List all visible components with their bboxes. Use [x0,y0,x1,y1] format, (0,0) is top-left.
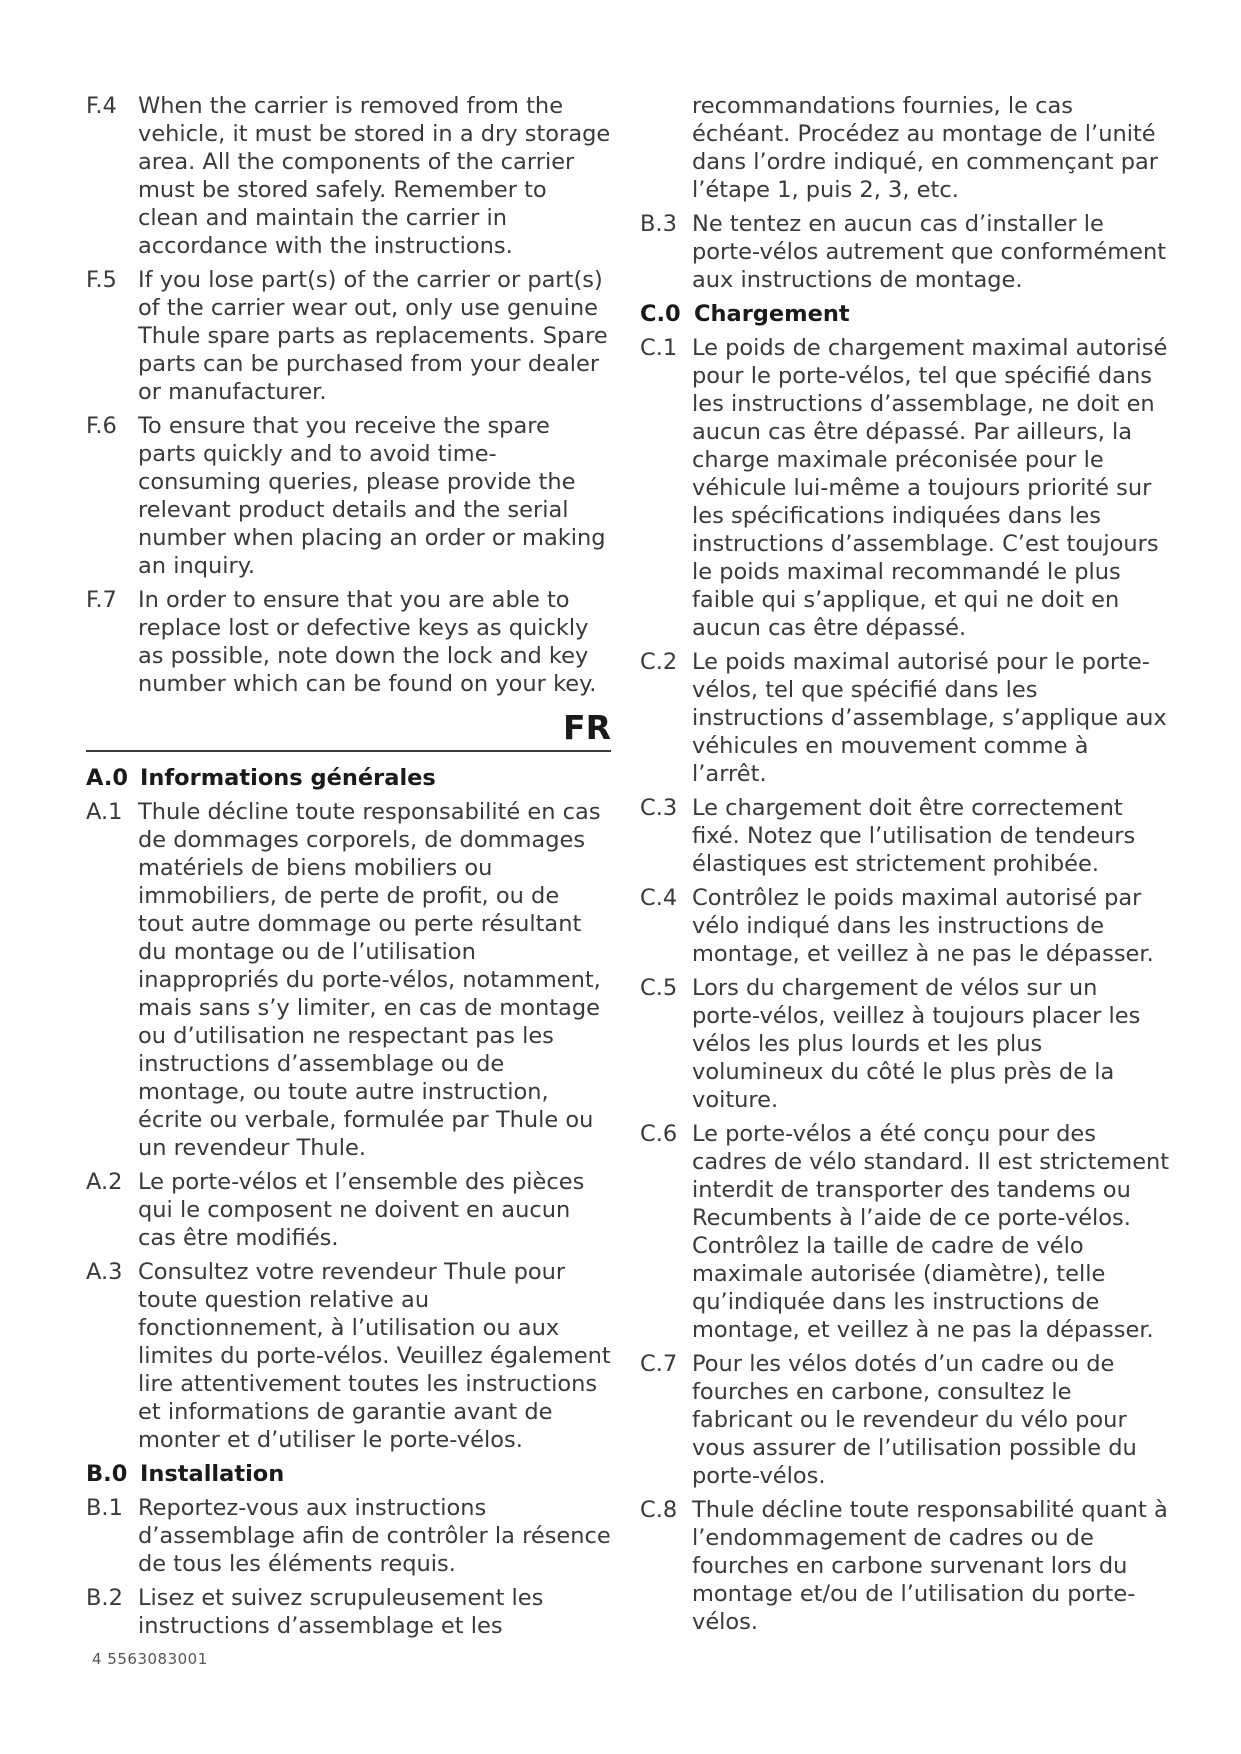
item-c7 [640,1350,1170,1490]
item-c2 [640,648,1170,788]
item-text: Consultez votre revendeur Thule pour toute question relative au fonctionnement, à l’utilisation ou aux limites du porte-vélos. Veuillez également lire attentivement toutes les instructions et informations de garantie avant de monter et d’utiliser le porte-vélos. [138,1259,611,1453]
item-c6 [640,1120,1170,1344]
language-marker [86,708,611,760]
item-text: Le poids de chargement maximal autorisé pour le porte-vélos, tel que spécifié dans les instructions d’assemblage, ne doit en aucun cas être dépassé. Par ailleurs, la charge maximale préconisée pour le véhicule lui-même a toujours priorité sur les spécifications indiquées dans les instructions d’assemblage. C’est toujours le poids maximal recommandé le plus faible qui s’applique, et qui ne doit en aucun cas être dépassé. [692,335,1168,641]
item-number: A.2 [86,1169,123,1195]
item-text: To ensure that you receive the spare parts quickly and to avoid time-consuming queries, please provide the relevant product details and the serial number when placing an order or making an inquiry. [138,413,606,579]
item-text: If you lose part(s) of the carrier or part(s) of the carrier wear out, only use genuine Thule spare parts as replacements. Spare parts can be purchased from your dealer or manufacturer. [138,267,608,405]
section-heading-b [86,1460,611,1488]
item-f6 [86,412,611,580]
item-text: Thule décline toute responsabilité en cas de dommages corporels, de dommages matériels de biens mobiliers ou immobiliers, de perte de profit, ou de tout autre dommage ou perte résultant du montage ou de l’utilisation inappropriés du porte-vélos, notamment, mais sans s’y limiter, en cas de montage ou d’utilisation ne respectant pas les instructions d’assemblage ou de montage, ou toute autre instruction, écrite ou verbale, formulée par Thule ou un revendeur Thule. [138,799,601,1161]
item-text: Pour les vélos dotés d’un cadre ou de fourches en carbone, consultez le fabricant ou le revendeur du vélo pour vous assurer de l’utilisation possible du porte-vélos. [692,1351,1137,1489]
item-f7 [86,586,611,698]
item-number: F.4 [86,93,117,119]
item-text: Thule décline toute responsabilité quant à l’endommagement de cadres ou de fourches en carbone survenant lors du montage et/ou de l’utilisation du porte-vélos. [692,1497,1168,1635]
item-number: F.5 [86,267,117,293]
item-a1 [86,798,611,1162]
section-heading-c [640,300,1170,328]
item-number: B.1 [86,1495,123,1521]
item-number: C.1 [640,335,678,361]
item-a3 [86,1258,611,1454]
item-b3 [640,210,1170,294]
section-divider [86,750,611,752]
section-title: Informations générales [140,765,436,791]
left-column [86,92,611,1646]
item-text: Contrôlez le poids maximal autorisé par vélo indiqué dans les instructions de montage, et veillez à ne pas le dépasser. [692,885,1154,967]
item-number: C.7 [640,1351,678,1377]
item-number: C.4 [640,885,678,911]
item-number: A.1 [86,799,123,825]
item-c8 [640,1496,1170,1636]
item-text: In order to ensure that you are able to replace lost or defective keys as quickly as possible, note down the lock and key number which can be found on your key. [138,587,597,697]
section-number: A.0 [86,765,129,791]
section-number: C.0 [640,301,681,327]
item-text: Le porte-vélos a été conçu pour des cadres de vélo standard. Il est strictement interdit de transporter des tandems ou Recumbents à l’aide de ce porte-vélos. Contrôlez la taille de cadre de vélo maximale autorisée (diamètre), telle qu’indiquée dans les instructions de montage, et veillez à ne pas la dépasser. [692,1121,1170,1343]
item-text: When the carrier is removed from the vehicle, it must be stored in a dry storage area. All the components of the carrier must be stored safely. Remember to clean and maintain the carrier in accordance with the instructions. [138,93,611,259]
item-f5 [86,266,611,406]
item-number: F.7 [86,587,117,613]
section-title: Chargement [694,301,850,327]
section-heading-a [86,764,611,792]
item-number: F.6 [86,413,117,439]
item-c3 [640,794,1170,878]
item-number: B.3 [640,211,677,237]
item-text: Le chargement doit être correctement fixé. Notez que l’utilisation de tendeurs élastiques est strictement prohibée. [692,795,1136,877]
item-number: B.2 [86,1585,123,1611]
item-number: C.8 [640,1497,678,1523]
item-c5 [640,974,1170,1114]
item-text: Le poids maximal autorisé pour le porte-vélos, tel que spécifié dans les instructions d’assemblage, s’applique aux véhicules en mouvement comme à l’arrêt. [692,649,1167,787]
item-b1 [86,1494,611,1578]
item-text: Ne tentez en aucun cas d’installer le porte-vélos autrement que conformément aux instructions de montage. [692,211,1167,293]
item-b2 [86,1584,611,1640]
item-number: C.6 [640,1121,678,1147]
item-f4 [86,92,611,260]
section-title: Installation [140,1461,285,1487]
item-text: Le porte-vélos et l’ensemble des pièces qui le composent ne doivent en aucun cas être modifiés. [138,1169,585,1251]
item-number: C.3 [640,795,678,821]
page-footer: 4 5563083001 [92,1650,208,1668]
item-a2 [86,1168,611,1252]
item-c4 [640,884,1170,968]
language-code: FR [563,708,611,747]
item-number: C.5 [640,975,678,1001]
item-number: A.3 [86,1259,123,1285]
item-c1 [640,334,1170,642]
section-number: B.0 [86,1461,128,1487]
item-text: Lisez et suivez scrupuleusement les instructions d’assemblage et les [138,1585,544,1639]
item-text: Reportez-vous aux instructions d’assemblage afin de contrôler la résence de tous les éléments requis. [138,1495,611,1577]
item-b2-continued: recommandations fournies, le cas échéant. Procédez au montage de l’unité dans l’ordre indiqué, en commençant par l’étape 1, puis 2, 3, etc. [692,93,1159,203]
right-column [640,92,1170,1642]
item-text: Lors du chargement de vélos sur un porte-vélos, veillez à toujours placer les vélos les plus lourds et les plus volumineux du côté le plus près de la voiture. [692,975,1141,1113]
item-number: C.2 [640,649,678,675]
